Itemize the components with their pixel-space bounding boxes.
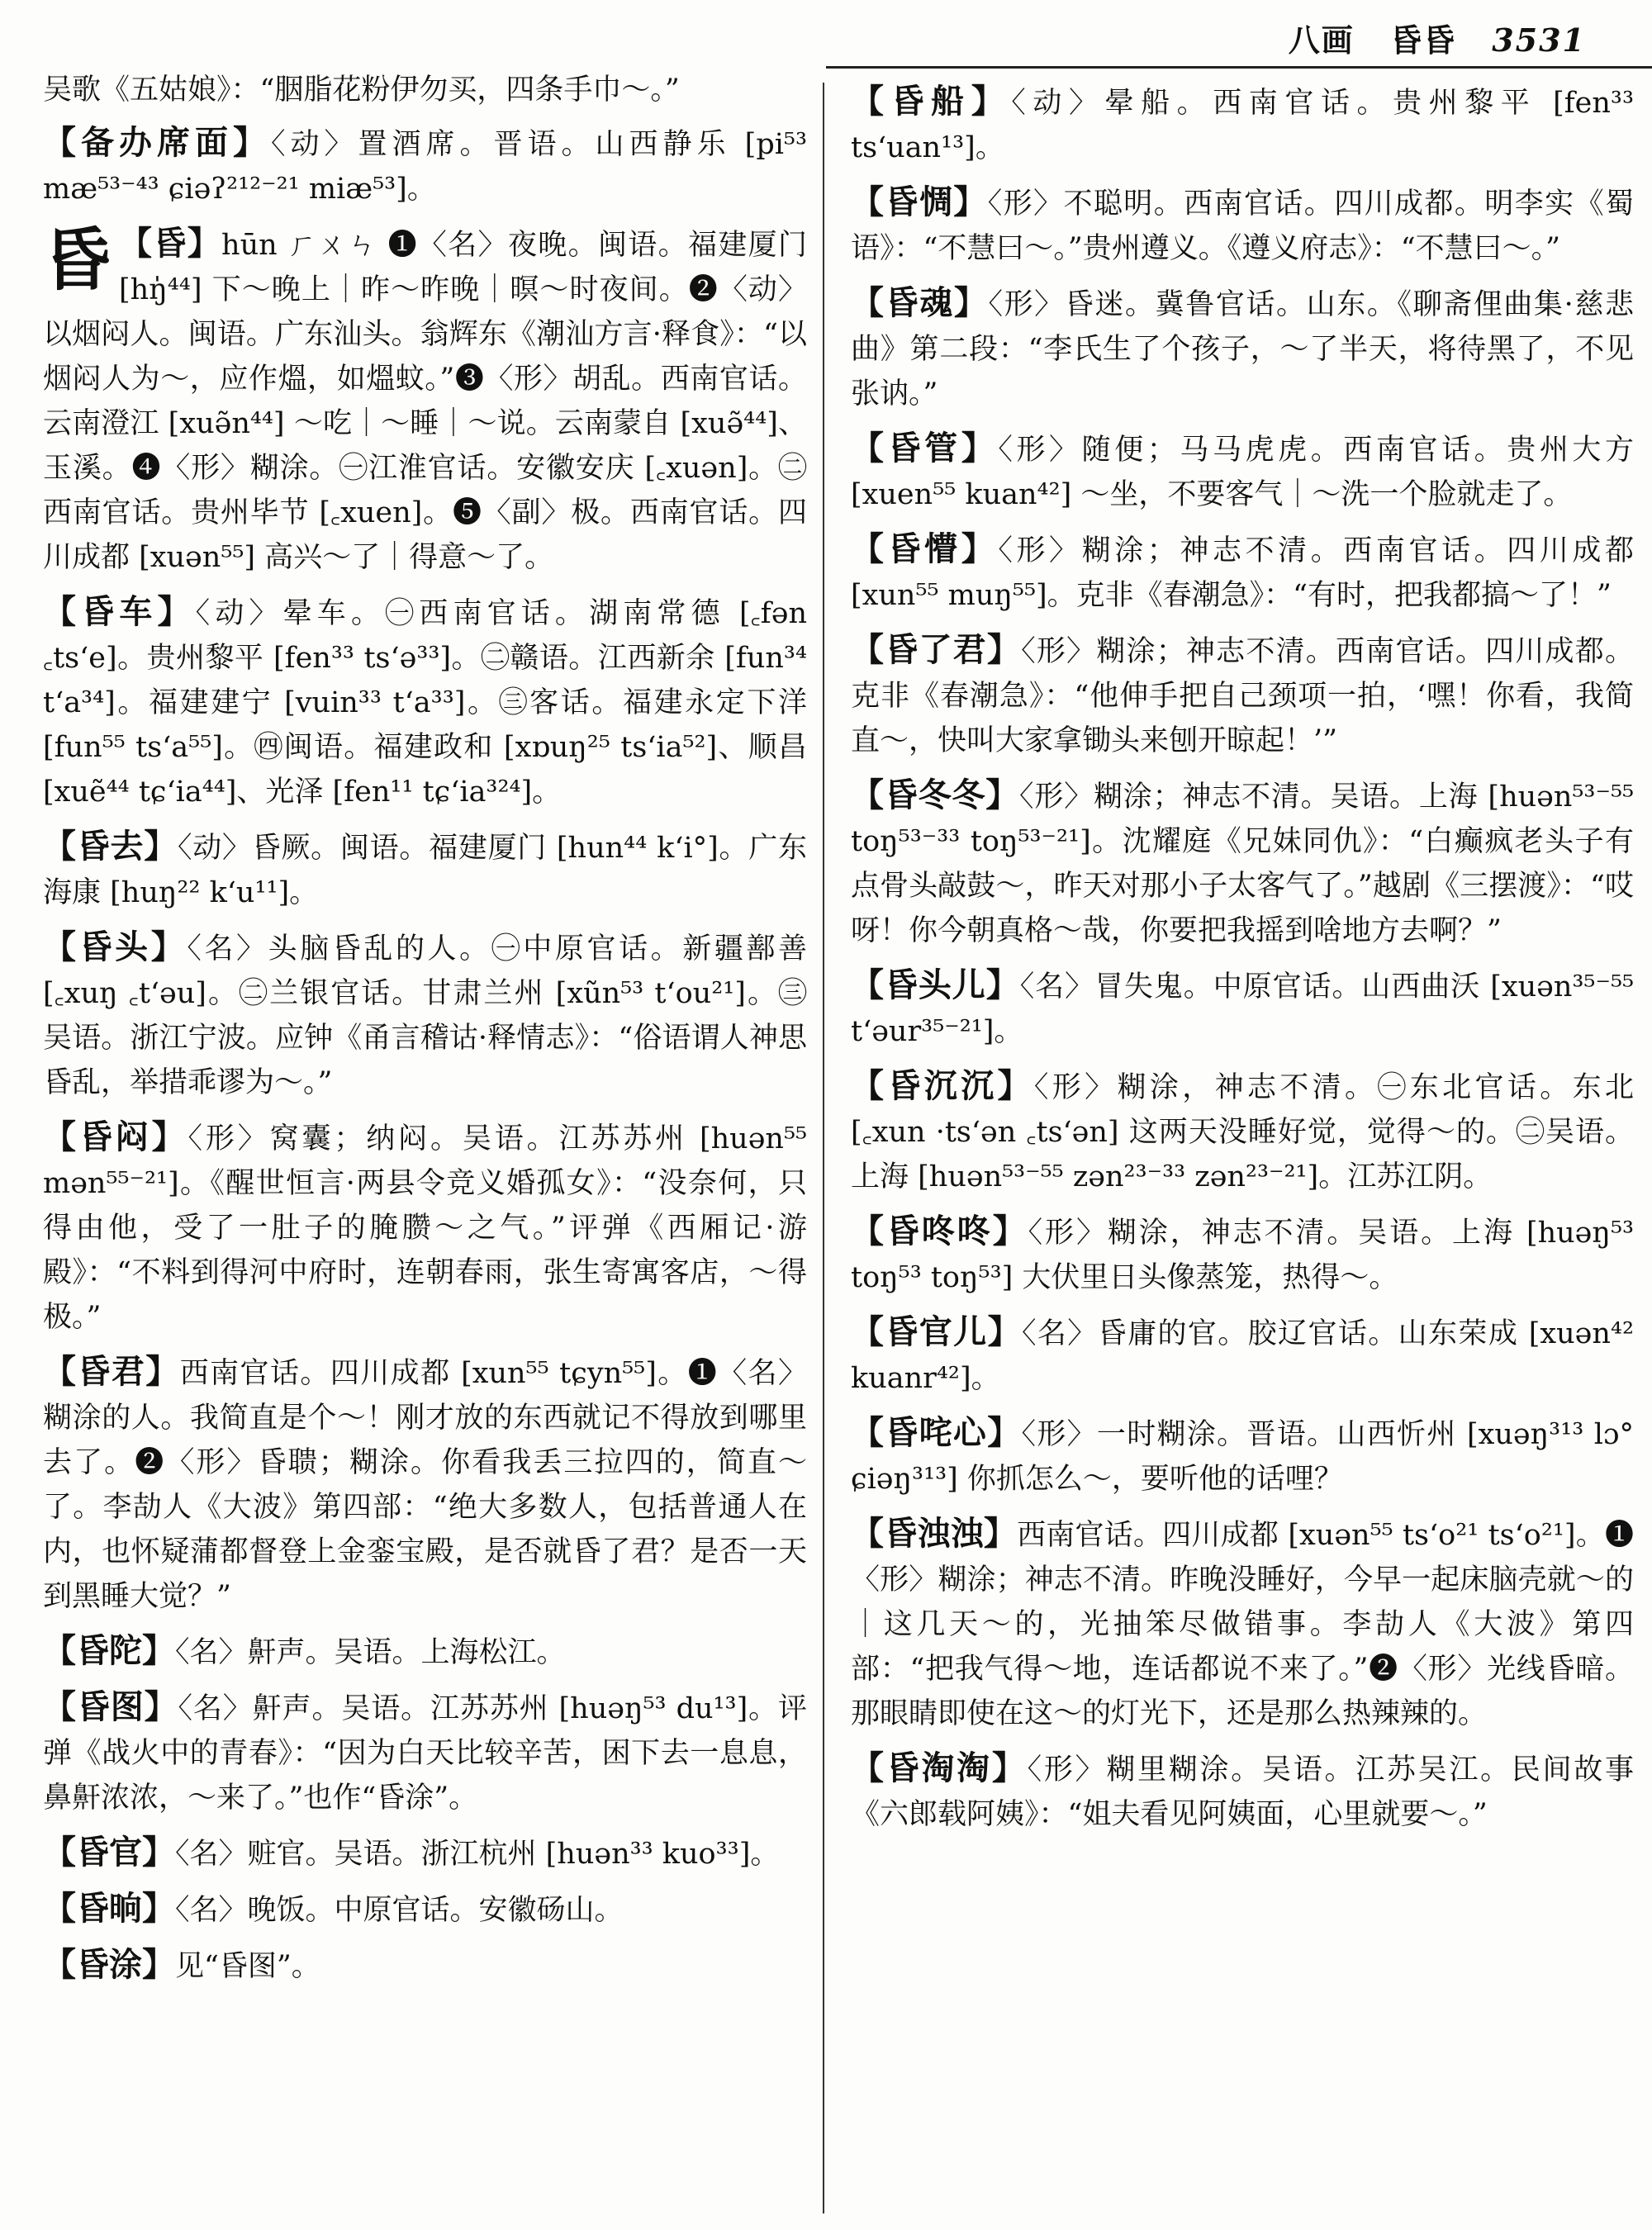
definition-text: 〈名〉晚饭。中原官话。安徽砀山。 <box>175 1894 624 1927</box>
definition-text: 〈形〉随便；马马虎虎。西南官话。贵州大方 [xuen⁵⁵ kuan⁴²] ～坐，不要客气｜～洗一个脸就走了。 <box>851 434 1634 511</box>
headword: 【昏淘淘】 <box>851 1748 1028 1787</box>
headword: 【昏船】 <box>851 82 1012 121</box>
dictionary-entry <box>851 628 1634 763</box>
headword: 【昏去】 <box>43 827 178 866</box>
page-header <box>1265 15 1586 60</box>
headword: 【昏沉沉】 <box>851 1066 1034 1105</box>
definition-text: 西南官话。四川成都 [xun⁵⁵ tɕyn⁵⁵]。❶〈名〉糊涂的人。我简直是个～！刚才放的东西就记不得放到哪里去了。❷〈形〉昏聩；糊涂。你看我丢三拉四的，简直～了。李劼人《大波》第四部：“绝大多数人，包括普通人在内，也怀疑蒲都督登上金銮宝殿，是否就昏了君？是否一天到黑睡大觉？” <box>43 1357 807 1613</box>
definition-text: 〈形〉糊涂；神志不清。西南官话。四川成都 [xun⁵⁵ muŋ⁵⁵]。克非《春潮急》：“有时，把我都搞～了！” <box>851 534 1634 612</box>
dictionary-entry <box>851 1746 1634 1837</box>
headword: 【昏头】 <box>43 928 188 966</box>
dictionary-entry <box>43 1943 807 1989</box>
dictionary-entry <box>43 1886 807 1933</box>
headword: 【昏咤心】 <box>851 1413 1022 1452</box>
dictionary-entry <box>43 121 807 211</box>
headword: 【昏陀】 <box>43 1631 175 1670</box>
headword: 【昏】 <box>119 224 222 263</box>
dictionary-entry <box>43 1629 807 1675</box>
dictionary-entry <box>43 1830 807 1877</box>
dictionary-entry <box>43 1115 807 1340</box>
definition-text: 〈形〉一时糊涂。晋语。山西忻州 [xuəŋ³¹³ lɔ° ɕiəŋ³¹³] 你抓怎么～，要听他的话哩？ <box>851 1418 1634 1496</box>
headword: 【昏君】 <box>43 1352 180 1391</box>
definition-text: 〈名〉昏庸的官。胶辽官话。山东荣成 [xuən⁴² kuanr⁴²]。 <box>851 1317 1634 1395</box>
headword: 【昏官儿】 <box>851 1312 1022 1351</box>
dictionary-entry <box>851 1511 1634 1736</box>
definition-text: 〈名〉冒失鬼。中原官话。山西曲沃 [xuən³⁵⁻⁵⁵ t‘əur³⁵⁻²¹]。 <box>851 970 1634 1048</box>
headword: 【昏惆】 <box>851 183 988 221</box>
dictionary-entry <box>43 1350 807 1619</box>
definition-text: 〈名〉赃官。吴语。浙江杭州 [huən³³ kuo³³]。 <box>175 1838 780 1871</box>
definition-text: 〈形〉糊涂；神志不清。吴语。上海 [huən⁵³⁻⁵⁵ toŋ⁵³⁻³³ toŋ⁵³⁻²¹]。沈耀庭《兄妹同仇》：“白癫疯老头子有点骨头敲鼓～，昨天对那小子太客气了。”越剧《三摆渡》：“哎呀！你今朝真格～哉，你要把我摇到啥地方去啊？” <box>851 780 1634 947</box>
headword: 【昏管】 <box>851 429 999 467</box>
left-column <box>43 68 807 2215</box>
dictionary-entry <box>43 1685 807 1820</box>
dictionary-entry <box>851 1411 1634 1502</box>
column-divider <box>823 83 824 2213</box>
head-character: 昏 <box>43 221 112 300</box>
continued-text: 吴歌《五姑娘》：“胭脂花粉伊勿买，四条手巾～。” <box>43 74 680 107</box>
dictionary-entry <box>43 824 807 915</box>
definition-text: 〈名〉鼾声。吴语。江苏苏州 [huəŋ⁵³ du¹³]。评弹《战火中的青春》：“因为白天比较辛苦，困下去一息息，鼻鼾浓浓，～来了。”也作“昏涂”。 <box>43 1692 807 1815</box>
headword: 【昏闷】 <box>43 1117 188 1156</box>
headword: 【昏浊浊】 <box>851 1514 1018 1553</box>
definition-text: hūn ㄏㄨㄣ ❶〈名〉夜晚。闽语。福建厦门 [hŋ̍⁴⁴] 下～晚上｜昨～昨晚｜暝～时夜间。❷〈动〉以烟闷人。闽语。广东汕头。翁辉东《潮汕方言·释食》：“以烟闷人为～，应作熅，如熅蚊。”❸〈形〉胡乱。西南官话。云南澄江 [xuə̃n⁴⁴] ～吃｜～睡｜～说。云南蒙自 [xuə̃⁴⁴]、玉溪。❹〈形〉糊涂。㊀江淮官话。安徽安庆 [꜀xuən]。㊁西南官话。贵州毕节 [꜀xuen]。❺〈副〉极。西南官话。四川成都 [xuən⁵⁵] 高兴～了｜得意～了。 <box>43 229 807 574</box>
page-number: 3531 <box>1492 21 1586 59</box>
dictionary-entry <box>851 281 1634 416</box>
header-rule <box>826 66 1652 69</box>
definition-text: 〈形〉糊涂，神志不清。吴语。上海 [huəŋ⁵³ toŋ⁵³ toŋ⁵³] 大伏里日头像蒸笼，热得～。 <box>851 1217 1634 1294</box>
dictionary-entry <box>851 1310 1634 1401</box>
definition-text: 〈名〉头脑昏乱的人。㊀中原官话。新疆鄯善 [꜀xuŋ ꜀t‘əu]。㊁兰银官话。甘肃兰州 [xũn⁵³ t‘ou²¹]。㊂吴语。浙江宁波。应钟《甬言稽诂·释情志》：“俗语谓人神思昏乱，举措乖谬为～。” <box>43 932 807 1099</box>
headword: 【昏车】 <box>43 592 196 631</box>
headword: 【昏咚咚】 <box>851 1212 1028 1250</box>
dictionary-entry <box>851 426 1634 517</box>
definition-text: 〈形〉糊里糊涂。吴语。江苏吴江。民间故事《六郎载阿姨》：“姐夫看见阿姨面，心里就要～。” <box>851 1753 1634 1831</box>
dictionary-entry <box>851 1209 1634 1300</box>
definition-text: 〈形〉窝囊；纳闷。吴语。江苏苏州 [huən⁵⁵ mən⁵⁵⁻²¹]。《醒世恒言·两县令竞义婚孤女》：“没奈何，只得由他，受了一肚子的腌臜～之气。”评弹《西厢记·游殿》：“不料到得河中府时，连朝春雨，张生寄寓客店，～得极。” <box>43 1122 807 1334</box>
right-column <box>851 79 1634 2227</box>
definition-text: 〈形〉糊涂，神志不清。㊀东北官话。东北 [꜀xun ·ts‘ən ꜀ts‘ən] 这两天没睡好觉，觉得～的。㊁吴语。上海 [huən⁵³⁻⁵⁵ zən²³⁻³³ zən²³⁻²¹]。江苏江阴。 <box>851 1071 1634 1193</box>
headword: 【昏涂】 <box>43 1945 175 1984</box>
dictionary-entry <box>851 79 1634 170</box>
definition-text: 西南官话。四川成都 [xuən⁵⁵ ts‘o²¹ ts‘o²¹]。❶〈形〉糊涂；神志不清。昨晚没睡好，今早一起床脑壳就～的｜这几天～的，光抽笨尽做错事。李劼人《大波》第四部：“把我气得～地，连话都说不来了。”❷〈形〉光线昏暗。那眼睛即使在这～的灯光下，还是那么热辣辣的。 <box>851 1519 1634 1730</box>
definition-text: 〈动〉晕船。西南官话。贵州黎平 [fen³³ ts‘uan¹³]。 <box>851 87 1634 164</box>
headword: 【备办席面】 <box>43 123 272 162</box>
headword: 【昏魂】 <box>851 283 989 322</box>
definition-text: 〈形〉糊涂；神志不清。西南官话。四川成都。克非《春潮急》：“他伸手把自己颈项一拍，‘嘿！你看，我简直～，快叫大家拿锄头来刨开晾起！’” <box>851 635 1634 757</box>
definition-text: 〈形〉不聪明。西南官话。四川成都。明李实《蜀语》：“不慧曰～。”贵州遵义。《遵义府志》：“不慧曰～。” <box>851 187 1634 265</box>
dictionary-entry <box>851 527 1634 618</box>
section-label: 八画 <box>1288 21 1355 59</box>
headword: 【昏懵】 <box>851 529 999 568</box>
dictionary-entry <box>43 925 807 1105</box>
headword: 【昏了君】 <box>851 630 1022 669</box>
dictionary-entry <box>851 180 1634 271</box>
dictionary-entry <box>43 221 807 580</box>
headword: 【昏图】 <box>43 1687 178 1726</box>
dictionary-entry <box>851 773 1634 953</box>
headword: 【昏头儿】 <box>851 966 1020 1004</box>
dictionary-entry <box>851 963 1634 1054</box>
definition-text: 〈动〉昏厥。闽语。福建厦门 [hun⁴⁴ k‘i°]。广东海康 [huŋ²² k‘u¹¹]。 <box>43 832 807 909</box>
definition-text: 见“昏图”。 <box>175 1950 320 1983</box>
headword: 【昏晌】 <box>43 1889 175 1928</box>
dictionary-entry <box>851 1064 1634 1199</box>
headword: 【昏官】 <box>43 1833 175 1872</box>
definition-text: 〈动〉置酒席。晋语。山西静乐 [pi⁵³ mæ⁵³⁻⁴³ ɕiəʔ²¹²⁻²¹ miæ⁵³]。 <box>43 128 807 206</box>
headword: 【昏冬冬】 <box>851 776 1020 814</box>
definition-text: 〈名〉鼾声。吴语。上海松江。 <box>175 1636 566 1669</box>
definition-text: 〈形〉昏迷。冀鲁官话。山东。《聊斋俚曲集·慈悲曲》第二段：“李氏生了个孩子，～了半天，将待黑了，不见张讷。” <box>851 288 1634 410</box>
definition-text: 〈动〉晕车。㊀西南官话。湖南常德 [꜀fən ꜀ts‘e]。贵州黎平 [fen³³ ts‘ə³³]。㊁赣语。江西新余 [fun³⁴ t‘a³⁴]。福建建宁 [vuin³³ t‘a³³]。㊂客话。福建永定下洋 [fun⁵⁵ ts‘a⁵⁵]。㊃闽语。福建政和 [xɒuŋ²⁵ ts‘ia⁵²]、顺昌 [xuẽ⁴⁴ tɕ‘ia⁴⁴]、光泽 [fen¹¹ tɕ‘ia³²⁴]。 <box>43 597 807 809</box>
header-chars: 昏昏 <box>1389 21 1456 59</box>
dictionary-entry <box>43 590 807 814</box>
